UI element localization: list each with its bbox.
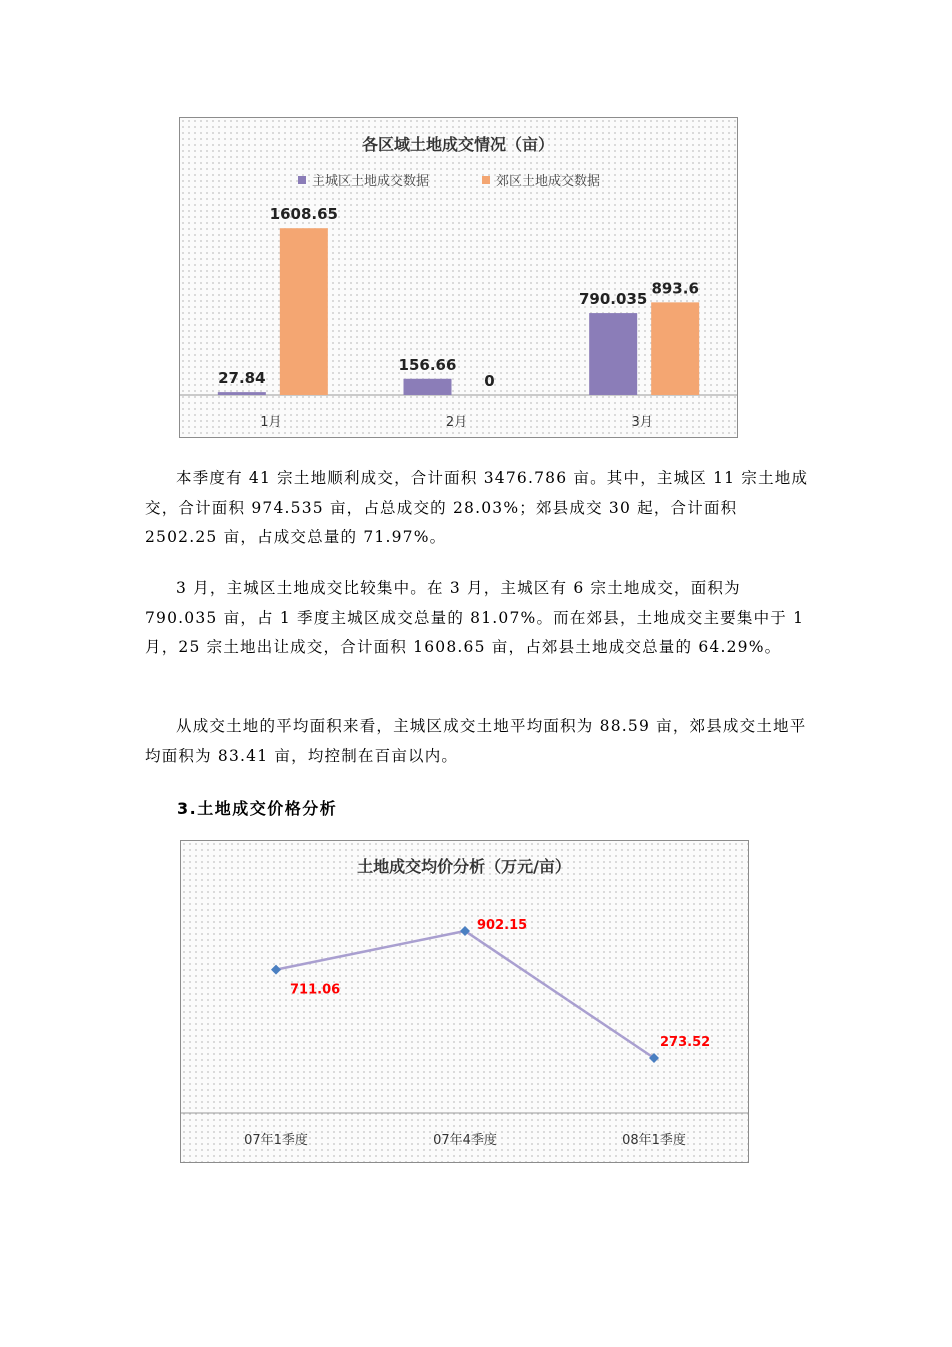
- line-chart-svg: [181, 841, 748, 1162]
- legend-swatch: [482, 176, 490, 184]
- paragraph-text: 本季度有 41 宗土地顺利成交，合计面积 3476.786 亩。其中，主城区 11 宗土地成交，合计面积 974.535 亩，占总成交的 28.03%；郊县成交 30 起，合计面积 2502.25 亩，占成交总量的 71.97%。: [145, 469, 809, 546]
- average-price-line-chart: [180, 840, 749, 1163]
- section-heading: 3.土地成交价格分析: [177, 799, 338, 818]
- land-transaction-bar-chart: [179, 117, 738, 438]
- bar: [404, 379, 452, 395]
- bar: [218, 392, 266, 395]
- legend-swatch: [298, 176, 306, 184]
- chart-title: 土地成交均价分析（万元/亩）: [357, 857, 571, 876]
- data-label: 156.66: [398, 355, 457, 374]
- x-tick-label: 3月: [631, 415, 653, 430]
- paragraph-text: 3 月，主城区土地成交比较集中。在 3 月，主城区有 6 宗土地成交，面积为 790.035 亩，占 1 季度主城区成交总量的 81.07%。而在郊县，土地成交主要集中于 1 月，25 宗土地出让成交，合计面积 1608.65 亩，占郊县土地成交总量的 64.29%。: [145, 579, 805, 656]
- data-label: 1608.65: [269, 205, 338, 224]
- data-label: 893.6: [651, 279, 699, 298]
- x-tick-label: 07年1季度: [244, 1133, 308, 1148]
- data-label: 902.15: [477, 918, 528, 933]
- x-tick-label: 1月: [260, 415, 282, 430]
- legend-label: 郊区土地成交数据: [496, 174, 601, 189]
- chart-title: 各区域土地成交情况（亩）: [361, 135, 555, 154]
- legend-label: 主城区土地成交数据: [312, 174, 430, 189]
- data-label: 273.52: [660, 1035, 711, 1050]
- bar: [651, 302, 699, 395]
- bar: [280, 228, 328, 395]
- bar: [589, 313, 637, 395]
- paragraph-text: 从成交土地的平均面积来看，主城区成交土地平均面积为 88.59 亩，郊县成交土地平均面积为 83.41 亩，均控制在百亩以内。: [145, 717, 807, 765]
- x-tick-label: 2月: [445, 415, 468, 430]
- x-tick-label: 08年1季度: [622, 1133, 686, 1148]
- data-point: [271, 965, 281, 975]
- paragraph-average-area: [145, 712, 815, 771]
- data-label: 790.035: [579, 290, 648, 309]
- data-label: 27.84: [218, 369, 266, 388]
- x-tick-label: 07年4季度: [433, 1133, 497, 1148]
- paragraph-summary: [145, 464, 815, 553]
- data-label: 711.06: [290, 982, 341, 998]
- bar-chart-svg: [180, 118, 737, 437]
- paragraph-march: [145, 574, 815, 663]
- data-label: 0: [484, 372, 495, 390]
